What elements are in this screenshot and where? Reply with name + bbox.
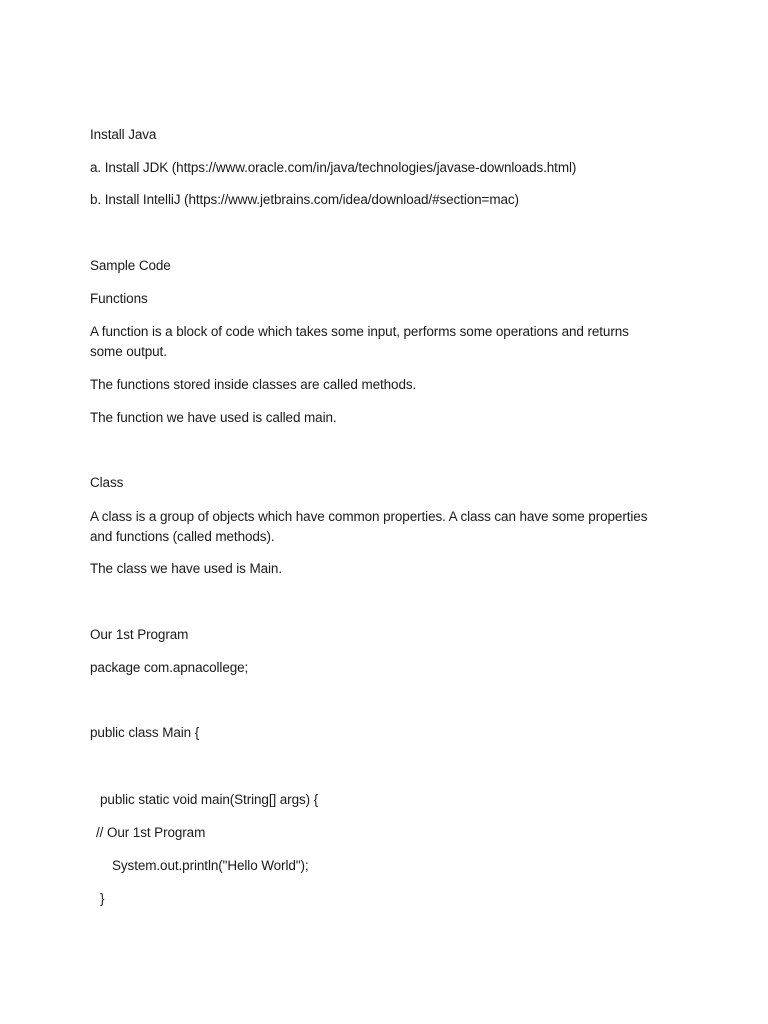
install-intellij-line: b. Install IntelliJ (https://www.jetbrains.com/idea/download/#section=mac) [90, 192, 519, 207]
code-println-line: System.out.println("Hello World"); [112, 858, 309, 873]
install-jdk-line: a. Install JDK (https://www.oracle.com/in/java/technologies/javase-downloads.html) [90, 160, 577, 175]
functions-heading: Functions [90, 291, 148, 306]
class-main-paragraph: The class we have used is Main. [90, 561, 282, 576]
code-class-line: public class Main { [90, 725, 200, 740]
code-close-brace: } [100, 891, 105, 906]
code-comment-line: // Our 1st Program [96, 825, 206, 840]
class-heading: Class [90, 475, 124, 490]
program-heading: Our 1st Program [90, 627, 189, 642]
code-package-line: package com.apnacollege; [90, 660, 249, 675]
functions-definition-paragraph: A function is a block of code which takes some input, performs some operations and returns some output. [90, 324, 629, 359]
functions-methods-paragraph: The functions stored inside classes are called methods. [90, 377, 417, 392]
install-java-heading: Install Java [90, 127, 157, 142]
functions-main-paragraph: The function we have used is called main. [90, 410, 337, 425]
class-definition-paragraph: A class is a group of objects which have common properties. A class can have some properties and functions (called methods). [90, 509, 648, 544]
sample-code-heading: Sample Code [90, 258, 171, 273]
code-method-line: public static void main(String[] args) { [100, 792, 319, 807]
